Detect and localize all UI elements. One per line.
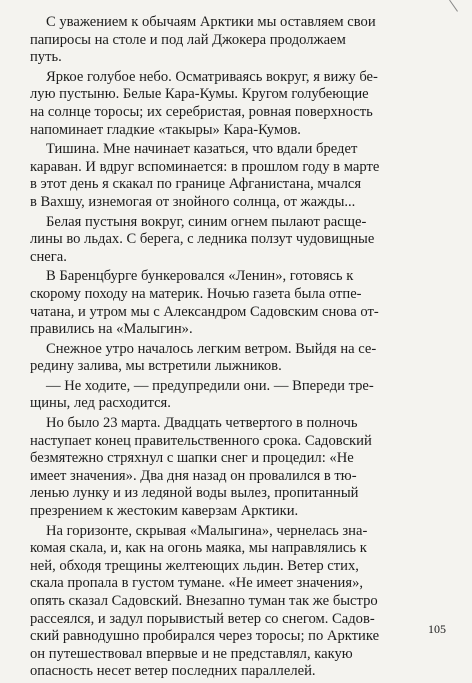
text-line: в Вахшу, изнемогая от знойного солнца, от жажды... xyxy=(30,193,356,210)
paragraph xyxy=(30,415,448,521)
text-line: в этот день я скакал по границе Афганистана, мчался xyxy=(30,176,362,193)
text-line: Белая пустыня вокруг, синим огнем пылают расще- xyxy=(46,213,367,230)
page-number: 105 xyxy=(428,622,446,636)
text-line: снега. xyxy=(30,248,67,265)
text-line: — Не ходите, — предупредили они. — Впереди тре- xyxy=(46,377,374,394)
paragraph xyxy=(30,523,448,681)
paragraph xyxy=(30,341,448,376)
paragraph xyxy=(30,214,448,267)
text-line: чатана, и утром мы с Александром Садовским снова от- xyxy=(30,303,379,320)
text-line: ский равнодушно пробирался через торосы; по Арктике xyxy=(30,628,380,645)
text-line: лую пустыню. Белые Кара-Кумы. Кругом голубеющие xyxy=(30,86,369,103)
text-line: презрением к жестоким каверзам Арктики. xyxy=(30,503,299,520)
paragraph xyxy=(30,268,448,338)
text-line: путь. xyxy=(30,49,62,66)
text-line: безмятежно стряхнул с шапки снег и процедил: «Не xyxy=(30,450,354,467)
text-line: на солнце торосы; их серебристая, ровная поверхность xyxy=(30,103,373,120)
text-line: папиросы на столе и под лай Джокера продолжаем xyxy=(30,31,346,48)
text-line: Тишина. Мне начинает казаться, что вдали бредет xyxy=(46,141,358,158)
text-line: скорому походу на материк. Ночью газета была отпе- xyxy=(30,285,362,302)
text-line: В Баренцбурге бункеровался «Ленин», готовясь к xyxy=(46,268,354,285)
text-line: рассеялся, и задул порывистый ветер со снегом. Садов- xyxy=(30,610,375,627)
paragraph xyxy=(30,69,448,139)
text-line: ней, обходя трещины желтеющих льдин. Ветер стих, xyxy=(30,557,359,574)
text-line: Снежное утро началось легким ветром. Выйдя на се- xyxy=(46,340,377,357)
text-line: Но было 23 марта. Двадцать четвертого в полночь xyxy=(46,415,358,432)
text-line: правились на «Малыгин». xyxy=(30,321,193,338)
paragraph xyxy=(30,141,448,211)
paragraph xyxy=(30,378,448,413)
page-body xyxy=(30,14,448,683)
text-line: он путешествовал впервые и не представлял, какую xyxy=(30,645,353,662)
scan-mark xyxy=(449,0,458,12)
text-line: скала пропала в густом тумане. «Не имеет значения», xyxy=(30,575,364,592)
text-line: наступает конец правительственного срока. Садовский xyxy=(30,432,372,449)
text-line: лины во льдах. С берега, с ледника ползут чудовищные xyxy=(30,231,375,248)
text-line: щины, лед расходится. xyxy=(30,395,171,412)
text-line: На горизонте, скрывая «Малыгина», чернелась зна- xyxy=(46,522,368,539)
text-line: ленью лунку и из ледяной воды вылез, пропитанный xyxy=(30,485,359,502)
text-line: комая скала, и, как на огонь маяка, мы направлялись к xyxy=(30,540,367,557)
text-line: редину залива, мы встретили лыжников. xyxy=(30,358,282,375)
paragraph xyxy=(30,14,448,67)
text-line: напоминает гладкие «такыры» Кара-Кумов. xyxy=(30,121,301,138)
text-line: имеет значения». Два дня назад он провалился в тю- xyxy=(30,467,357,484)
text-line: опять сказал Садовский. Внезапно туман так же быстро xyxy=(30,593,378,609)
text-line: Яркое голубое небо. Осматриваясь вокруг, я вижу бе- xyxy=(46,68,378,85)
text-line: С уважением к обычаям Арктики мы оставляем свои xyxy=(46,14,376,30)
text-line: караван. И вдруг вспоминается: в прошлом году в марте xyxy=(30,158,380,175)
text-line: опасность несет ветер последних параллелей. xyxy=(30,663,316,680)
